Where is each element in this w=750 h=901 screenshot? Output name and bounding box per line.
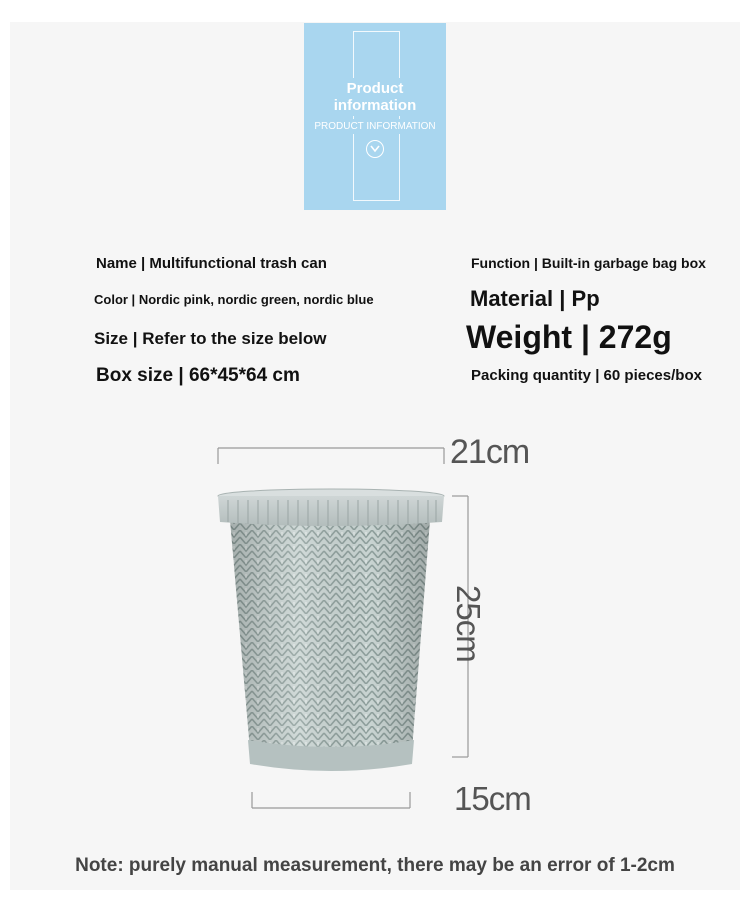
spec-size-value: Refer to the size below	[137, 329, 327, 348]
spec-function	[471, 255, 706, 271]
spec-packing-value: 60 pieces/box	[599, 367, 702, 384]
spec-packing-label: Packing quantity |	[471, 367, 600, 384]
top-width-label: 21cm	[450, 433, 530, 471]
spec-size-label: Size |	[94, 329, 138, 348]
measurement-note: Note: purely manual measurement, there may be an error of 1-2cm	[75, 855, 675, 876]
spec-name-label: Name |	[96, 255, 146, 272]
spec-function-label: Function |	[471, 255, 538, 271]
height-label: 25cm	[450, 585, 487, 662]
spec-material-value: Pp	[565, 286, 600, 311]
spec-material	[470, 286, 600, 312]
spec-material-label: Material |	[470, 286, 566, 311]
spec-packing	[471, 367, 702, 384]
spec-name-value: Multifunctional trash can	[145, 255, 327, 272]
banner-subtitle: PRODUCT INFORMATION	[304, 119, 446, 134]
spec-size	[94, 329, 326, 349]
bottom-width-ruler	[250, 790, 414, 812]
chevron-down-circle-icon	[366, 140, 384, 158]
trash-can-image	[216, 488, 446, 778]
bottom-width-label: 15cm	[454, 780, 531, 817]
spec-box-size-label: Box size |	[96, 365, 184, 386]
spec-weight-label: Weight |	[466, 319, 590, 355]
spec-color-label: Color |	[94, 292, 136, 307]
spec-box-size	[96, 365, 300, 387]
product-info-banner	[304, 23, 446, 210]
spec-color-value: Nordic pink, nordic green, nordic blue	[135, 292, 374, 307]
spec-box-size-value: 66*45*64 cm	[183, 365, 300, 386]
spec-weight	[466, 319, 672, 356]
spec-color	[94, 292, 374, 307]
banner-title-line2: information	[333, 97, 417, 114]
banner-title-line1: Product	[346, 80, 404, 97]
spec-function-value: Built-in garbage bag box	[537, 255, 706, 271]
top-width-ruler	[216, 444, 448, 468]
spec-weight-value: 272g	[589, 319, 672, 355]
banner-title	[304, 78, 446, 116]
spec-name	[96, 255, 327, 272]
banner-frame	[353, 31, 400, 201]
